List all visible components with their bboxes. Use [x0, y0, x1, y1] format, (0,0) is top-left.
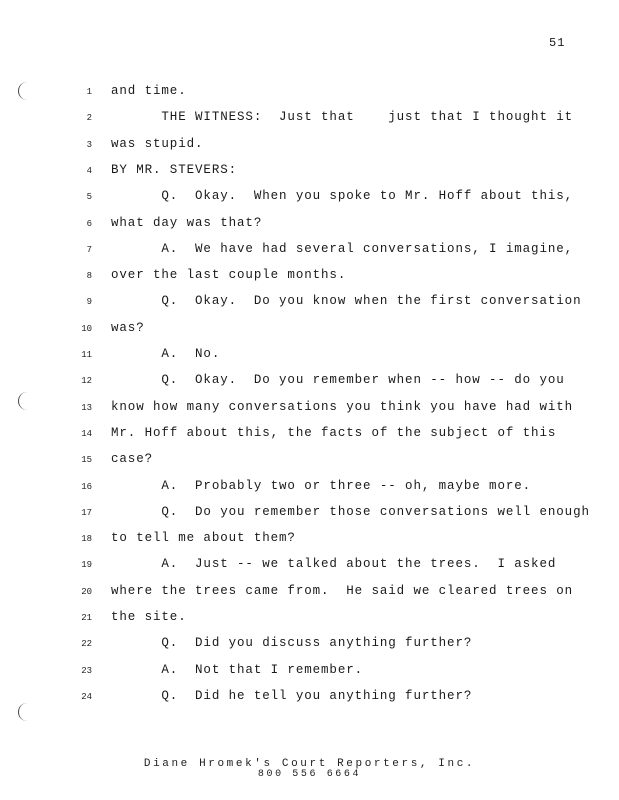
transcript-line: was stupid. — [111, 136, 204, 151]
line-number: 4 — [86, 165, 92, 176]
line-number: 16 — [81, 481, 92, 492]
line-number: 19 — [81, 560, 92, 571]
line-number: 20 — [81, 586, 92, 597]
transcript-line: A. We have had several conversations, I imagine, — [111, 241, 574, 256]
transcript-line: Q. Do you remember those conversations well enough — [111, 504, 590, 519]
line-number: 12 — [81, 376, 92, 387]
line-number: 1 — [86, 87, 92, 97]
transcript-line: know how many conversations you think you have had with — [111, 399, 574, 414]
transcript-line: Q. Did he tell you anything further? — [111, 688, 473, 703]
footer-reporter-name: Diane Hromek's Court Reporters, Inc. — [143, 758, 476, 770]
line-number: 11 — [81, 350, 92, 360]
line-number: 15 — [81, 455, 92, 466]
line-number: 13 — [81, 402, 92, 413]
transcript-line: Q. Okay. When you spoke to Mr. Hoff about this, — [111, 189, 574, 204]
transcript-line: and time. — [111, 84, 187, 98]
line-number: 17 — [81, 507, 92, 518]
transcript-line: what day was that? — [111, 215, 263, 230]
page-number: 51 — [549, 36, 566, 50]
transcript-line: where the trees came from. He said we cleared trees on — [111, 583, 574, 598]
line-number: 22 — [81, 639, 92, 650]
line-number: 24 — [81, 691, 92, 702]
line-number: 5 — [86, 192, 92, 203]
transcript-line: Q. Okay. Do you know when the first conversation — [111, 294, 582, 309]
transcript-line: A. Not that I remember. — [111, 662, 364, 677]
transcript-line: was? — [111, 320, 145, 335]
transcript-line: Mr. Hoff about this, the facts of the subject of this — [111, 425, 557, 440]
transcript-line: A. Just -- we talked about the trees. I asked — [111, 557, 557, 572]
transcript-line: to tell me about them? — [111, 531, 296, 546]
line-number: 2 — [86, 113, 92, 124]
transcript-line: the site. — [111, 610, 187, 624]
binding-hole-mark — [18, 82, 31, 100]
line-number: 6 — [86, 218, 92, 229]
line-number: 21 — [81, 613, 92, 623]
line-number: 7 — [86, 244, 92, 255]
line-number: 18 — [81, 534, 92, 545]
transcript-line: over the last couple months. — [111, 268, 347, 283]
transcript-line: BY MR. STEVERS: — [111, 162, 238, 177]
line-number: 23 — [81, 665, 92, 676]
transcript-line: Q. Did you discuss anything further? — [111, 636, 473, 651]
line-number: 10 — [81, 323, 92, 334]
binding-hole-mark — [18, 703, 31, 721]
footer-phone: 800 556 6664 — [257, 769, 362, 780]
line-number: 3 — [86, 139, 92, 150]
transcript-line: A. No. — [111, 347, 221, 361]
line-number: 14 — [81, 428, 92, 439]
transcript-line: A. Probably two or three -- oh, maybe more. — [111, 478, 532, 493]
binding-hole-mark — [18, 392, 31, 410]
line-number: 9 — [86, 297, 92, 308]
transcript-line: case? — [111, 452, 154, 467]
transcript-line: THE WITNESS: Just that just that I thought it — [111, 110, 574, 125]
transcript-line: Q. Okay. Do you remember when -- how -- do you — [111, 373, 565, 388]
line-number: 8 — [86, 271, 92, 282]
